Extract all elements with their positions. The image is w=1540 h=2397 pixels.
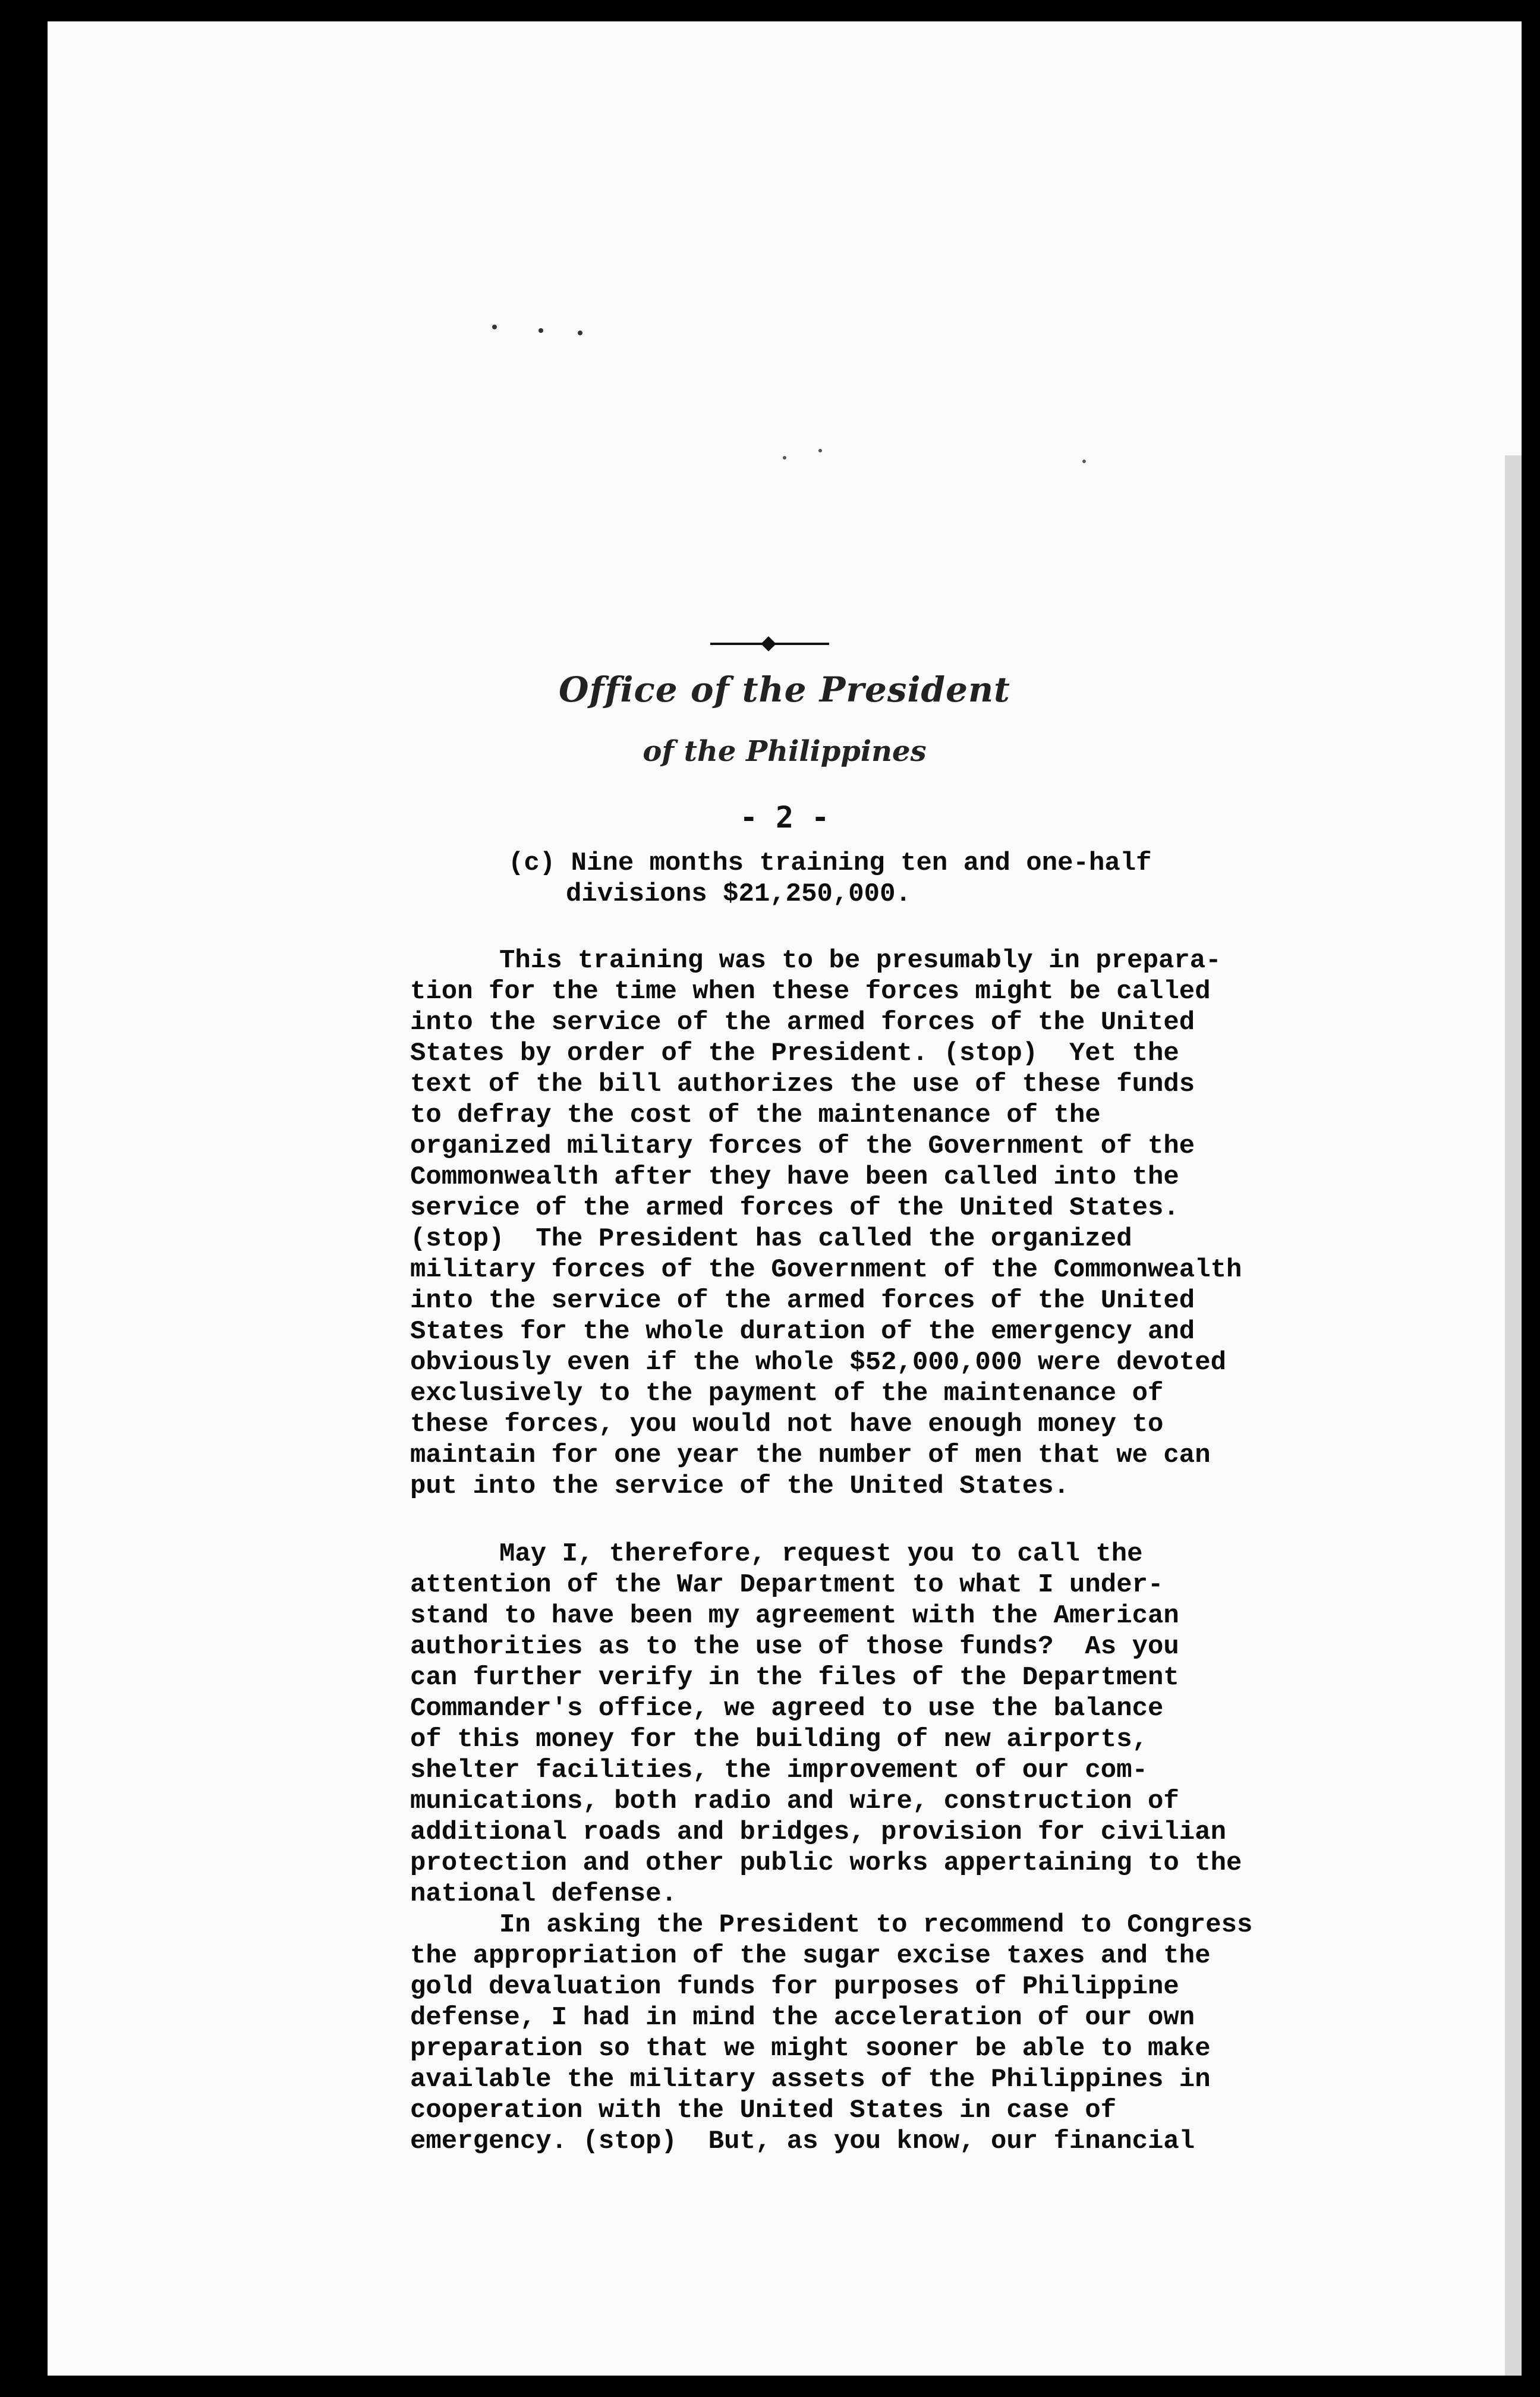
item-c-line: divisions $21,250,000.	[566, 879, 911, 909]
paragraph-line: Commander's office, we agreed to use the balance	[410, 1694, 1164, 1723]
paragraph-line: put into the service of the United States.	[410, 1471, 1069, 1501]
paragraph-line: national defense.	[410, 1879, 677, 1909]
paragraph-line: organized military forces of the Government of the	[410, 1131, 1195, 1161]
paragraph-line: maintain for one year the number of men that we can	[410, 1440, 1211, 1470]
letterhead-country: of the Philippines	[643, 735, 927, 768]
item-c-line: (c) Nine months training ten and one-half	[508, 848, 1152, 878]
document-page	[48, 21, 1522, 2376]
paragraph-line: these forces, you would not have enough money to	[410, 1410, 1164, 1439]
paragraph-line: defense, I had in mind the acceleration of our own	[410, 2003, 1195, 2033]
scan-specks	[48, 21, 1522, 556]
paragraph-line: In asking the President to recommend to Congress	[499, 1910, 1253, 1940]
paragraph-line: into the service of the armed forces of the United	[410, 1286, 1195, 1316]
paragraph-line: emergency. (stop) But, as you know, our financial	[410, 2127, 1195, 2156]
paragraph-line: preparation so that we might sooner be able to make	[410, 2034, 1211, 2063]
paragraph-line: States by order of the President. (stop) Yet the	[410, 1039, 1179, 1068]
paragraph-line: cooperation with the United States in case of	[410, 2096, 1117, 2125]
paragraph-line: of this money for the building of new airports,	[410, 1725, 1148, 1754]
paragraph-line: available the military assets of the Philippines in	[410, 2065, 1211, 2094]
paragraph-line: tion for the time when these forces might be called	[410, 977, 1211, 1006]
paragraph-line: military forces of the Government of the Commonwealth	[410, 1255, 1242, 1285]
paragraph-line: exclusively to the payment of the maintenance of	[410, 1379, 1164, 1408]
paragraph-line: protection and other public works appertaining to the	[410, 1848, 1242, 1878]
paragraph-line: to defray the cost of the maintenance of the	[410, 1100, 1101, 1130]
paragraph-line: This training was to be presumably in prepara-	[499, 946, 1221, 976]
paragraph-line: service of the armed forces of the United States.	[410, 1193, 1179, 1223]
paragraph-line: stand to have been my agreement with the American	[410, 1601, 1179, 1631]
paragraph-line: attention of the War Department to what I under-	[410, 1570, 1164, 1600]
page-number: - 2 -	[739, 800, 830, 835]
paragraph-line: into the service of the armed forces of the United	[410, 1008, 1195, 1037]
paragraph-line: can further verify in the files of the Department	[410, 1663, 1179, 1693]
paragraph-line: May I, therefore, request you to call the	[499, 1539, 1143, 1569]
paragraph-line: munications, both radio and wire, construction of	[410, 1786, 1179, 1816]
paragraph-line: States for the whole duration of the emergency and	[410, 1317, 1195, 1347]
letterhead-ornament	[761, 636, 776, 651]
paragraph-line: gold devaluation funds for purposes of Philippine	[410, 1972, 1179, 2002]
paragraph-line: authorities as to the use of those funds? As you	[410, 1632, 1179, 1662]
letterhead-office: Office of the President	[559, 669, 1010, 710]
paragraph-line: the appropriation of the sugar excise taxes and the	[410, 1941, 1211, 1971]
paragraph-line: Commonwealth after they have been called into the	[410, 1162, 1179, 1192]
paragraph-line: additional roads and bridges, provision for civilian	[410, 1817, 1227, 1847]
paragraph-line: obviously even if the whole $52,000,000 were devoted	[410, 1348, 1227, 1377]
paragraph-line: (stop) The President has called the organized	[410, 1224, 1132, 1254]
paragraph-line: text of the bill authorizes the use of these funds	[410, 1069, 1195, 1099]
paragraph-line: shelter facilities, the improvement of our com-	[410, 1756, 1148, 1785]
